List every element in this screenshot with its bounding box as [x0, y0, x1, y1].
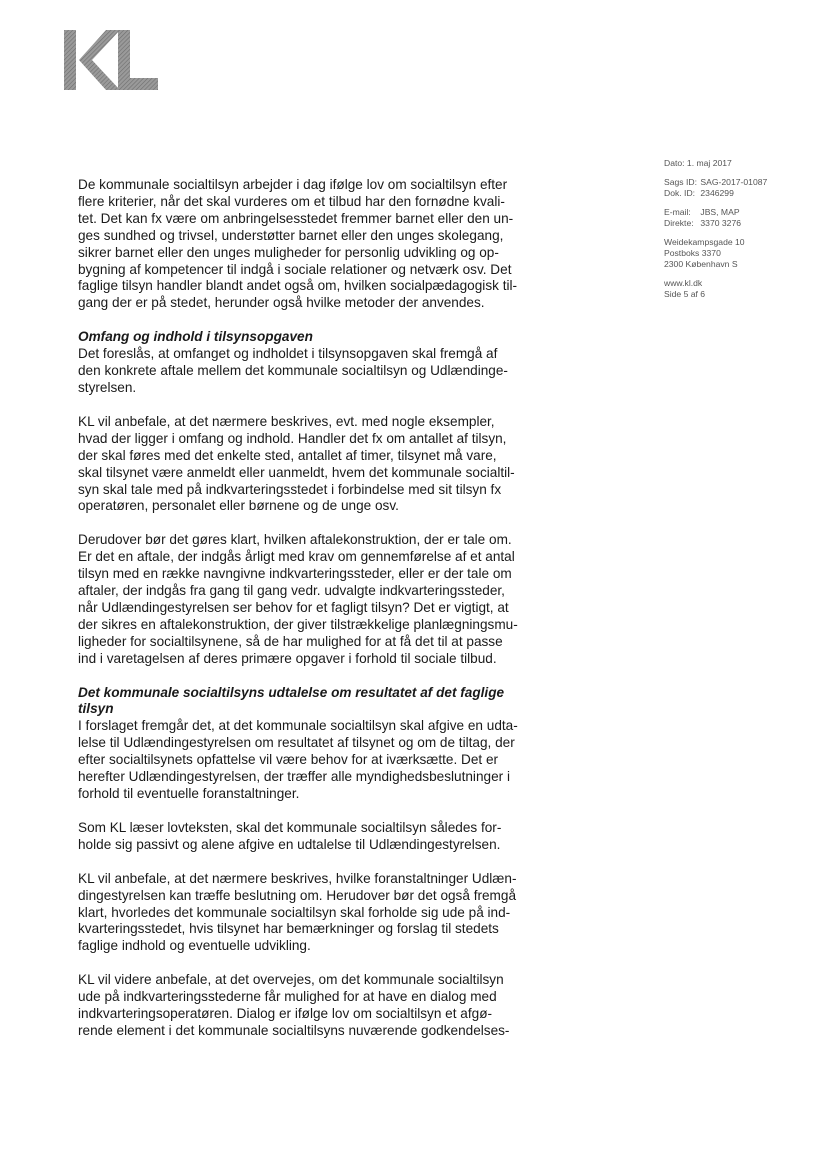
text-line: Er det en aftale, der indgås årligt med krav om gennemførelse af et antal — [78, 549, 515, 565]
text-line: De kommunale socialtilsyn arbejder i dag ifølge lov om socialtilsyn efter — [78, 177, 508, 192]
address-street: Weidekampsgade 10 — [664, 237, 745, 247]
text-line: tilsyn — [78, 701, 114, 717]
text-line: hvad der ligger i omfang og indhold. Handler det fx om antallet af tilsyn, — [78, 430, 507, 446]
address-city: 2300 København S — [664, 259, 738, 269]
text-line: faglige tilsyn handler blandt andet også om, hvilken socialpædagogisk til- — [78, 278, 518, 294]
text-line: rende element i det kommunale socialtilsyns nuværende godkendelses- — [78, 1022, 510, 1038]
text-line: herefter Udlændingestyrelsen, der træffer alle myndighedsbeslutninger i — [78, 769, 510, 785]
text-line: ind i varetagelsen af deres primære opgaver i forhold til sociale tilbud. — [78, 650, 497, 666]
doc-id-label: Dok. ID: — [664, 188, 696, 198]
section-heading — [78, 329, 568, 346]
letter-body — [78, 177, 568, 1057]
text-line: aftaler, der indgås fra gang til gang vedr. udvalgte indkvarteringssteder, — [78, 583, 505, 599]
text-line: kvarteringsstedet, hvis tilsynet har bemærkninger og forslag til stedets — [78, 921, 499, 937]
direct-phone — [664, 218, 814, 229]
direct-phone-label: Direkte: — [664, 218, 694, 228]
text-line: syn skal tale med på indkvarteringsstedet i forbindelse med sit tilsyn fx — [78, 481, 502, 497]
paragraph — [78, 414, 568, 515]
text-line: styrelsen. — [78, 379, 137, 395]
text-line: der sikres en aftalekonstruktion, der giver tilstrækkelige planlægningsmu- — [78, 616, 518, 632]
text-line: I forslaget fremgår det, at det kommunale socialtilsyn skal afgive en udta- — [78, 718, 518, 734]
text-line: tet. Det kan fx være om anbringelsesstedet fremmer barnet eller den un- — [78, 210, 514, 226]
email — [664, 207, 814, 218]
doc-id — [664, 188, 814, 199]
text-line: ude på indkvarteringsstederne får mulighed for at have en dialog med — [78, 989, 497, 1005]
text-line: lelse til Udlændingestyrelsen om resultatet af tilsynet og om de tiltag, der — [78, 735, 515, 751]
text-line: ligheder for socialtilsynene, så de har mulighed for at få det til at passe — [78, 633, 503, 649]
text-line: Omfang og indhold i tilsynsopgaven — [78, 329, 313, 345]
text-line: flere kriterier, når det skal vurderes om et tilbud har den fornødne kvali- — [78, 193, 505, 209]
date: Dato: 1. maj 2017 — [664, 158, 732, 168]
document-metadata — [664, 158, 814, 308]
kl-logo — [64, 30, 160, 92]
section-heading — [78, 685, 568, 719]
direct-phone-value: 3370 3276 — [700, 218, 742, 228]
paragraph — [78, 871, 568, 956]
paragraph — [78, 177, 568, 312]
paragraph — [78, 820, 568, 854]
text-line: bygning af kompetencer til indgå i sociale relationer og netværk osv. Det — [78, 261, 512, 277]
text-line: indkvarteringsoperatøren. Dialog er ifølge lov om socialtilsyn et afgø- — [78, 1006, 493, 1022]
case-id-label: Sags ID: — [664, 177, 697, 187]
text-line: Det foreslås, at omfanget og indholdet i tilsynsopgaven skal fremgå af — [78, 346, 498, 362]
text-line: KL vil videre anbefale, at det overvejes, om det kommunale socialtilsyn — [78, 972, 504, 988]
paragraph — [78, 972, 568, 1040]
text-line: gang der er på stedet, herunder også hvilke metoder der anvendes. — [78, 295, 485, 311]
text-line: holde sig passivt og alene afgive en udtalelse til Udlændingestyrelsen. — [78, 836, 501, 852]
text-line: når Udlændingestyrelsen ser behov for et fagligt tilsyn? Det er vigtigt, at — [78, 599, 509, 615]
case-id — [664, 177, 814, 188]
email-label: E-mail: — [664, 207, 691, 217]
email-value: JBS, MAP — [700, 207, 740, 217]
paragraph — [78, 718, 568, 803]
text-line: KL vil anbefale, at det nærmere beskrives, evt. med nogle eksempler, — [78, 413, 495, 429]
paragraph — [78, 532, 568, 667]
text-line: operatøren, personalet eller børnene og de unge osv. — [78, 498, 399, 514]
text-line: tilsyn med en række navngivne indkvarteringssteder, eller er der tale om — [78, 566, 512, 582]
text-line: sikrer barnet eller den unges muligheder for personlig udvikling og op- — [78, 244, 499, 260]
text-line: faglige indhold og eventuelle udvikling. — [78, 938, 311, 954]
text-line: Det kommunale socialtilsyns udtalelse om resultatet af det faglige — [78, 684, 505, 700]
text-line: KL vil anbefale, at det nærmere beskrives, hvilke foranstaltninger Udlæn- — [78, 870, 517, 886]
text-line: klart, hvorledes det kommunale socialtilsyn skal forholde sig ude på ind- — [78, 904, 511, 920]
address — [664, 237, 814, 270]
text-line: Som KL læser lovteksten, skal det kommunale socialtilsyn således for- — [78, 819, 502, 835]
text-line: efter socialtilsynets opfattelse vil være behov for at iværksætte. Det er — [78, 752, 499, 768]
page-number: Side 5 af 6 — [664, 289, 706, 299]
doc-id-value: 2346299 — [700, 188, 734, 198]
website-link[interactable]: www.kl.dk — [664, 278, 703, 288]
text-line: skal tilsynet være anmeldt eller uanmeldt, hvem det kommunale socialtil- — [78, 464, 515, 480]
text-line: dingestyrelsen kan træffe beslutning om. Herudover bør det også fremgå — [78, 887, 517, 903]
text-line: ges sundhed og trivsel, understøtter barnet eller den unges skolegang, — [78, 227, 504, 243]
case-id-value: SAG-2017-01087 — [700, 177, 768, 187]
address-pobox: Postboks 3370 — [664, 248, 721, 258]
paragraph — [78, 346, 568, 397]
text-line: forhold til eventuelle foranstaltninger. — [78, 786, 300, 801]
text-line: den konkrete aftale mellem det kommunale socialtilsyn og Udlændinge- — [78, 363, 508, 379]
text-line: Derudover bør det gøres klart, hvilken aftalekonstruktion, der er tale om. — [78, 532, 512, 548]
text-line: der skal føres med det enkelte sted, antallet af timer, tilsynet må vare, — [78, 447, 497, 463]
